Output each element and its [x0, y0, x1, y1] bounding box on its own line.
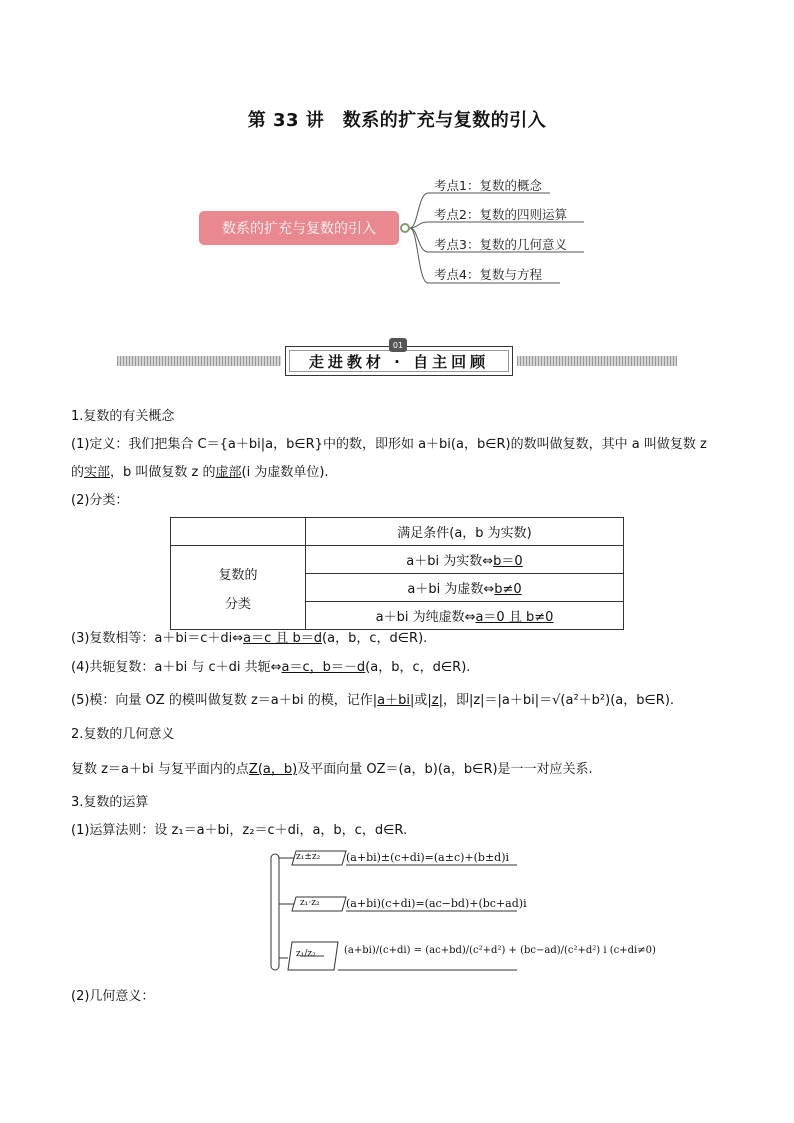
section-heading: 1.复数的有关概念 [71, 409, 175, 424]
mindmap-root: 数系的扩充与复数的引入 [199, 211, 399, 245]
collapse-icon [400, 223, 410, 233]
text-fragment: a＋bi 为实数⇔ [406, 554, 494, 569]
answer-underline: b≠0 [494, 582, 522, 597]
answer-underline: a＝c，b＝－d [281, 660, 366, 675]
answer-underline: a＝0 且 b≠0 [475, 610, 554, 625]
answer-underline: 实部 [84, 465, 111, 480]
table-cell [306, 574, 624, 602]
banner-stripe-left [117, 356, 281, 366]
row-label-line: 复数的 [218, 567, 258, 583]
mindmap-node: 考点3：复数的几何意义 [434, 237, 567, 252]
answer-underline: |z| [427, 693, 443, 708]
text-fragment: (3)复数相等：a＋bi＝c＋di⇔ [71, 631, 244, 646]
text-fragment: a＋bi 为纯虚数⇔ [375, 610, 476, 625]
table-header: 满足条件(a，b 为实数) [306, 518, 624, 546]
banner-badge: 01 [389, 338, 407, 352]
text-fragment: (5)模：向量 OZ 的模叫做复数 z＝a＋bi 的模，记作 [71, 693, 373, 708]
definition-line: (1)定义：我们把集合 C＝{a＋bi|a，b∈R}中的数，即形如 a＋bi(a，b∈R)的数叫做复数，其中 a 叫做复数 z [71, 437, 707, 452]
page-title: 第 33 讲 数系的扩充与复数的引入 [247, 110, 547, 131]
operation-formula: (a+bi)/(c+di) = (ac+bd)/(c²+d²) + (bc−ad)/(c²+d²) i (c+di≠0) [344, 945, 656, 956]
mindmap-connectors [0, 0, 794, 300]
section-heading: 2.复数的几何意义 [71, 727, 175, 742]
text-fragment: (4)共轭复数：a＋bi 与 c＋di 共轭⇔ [71, 660, 282, 675]
operation-formula: (a+bi)±(c+di)=(a±c)+(b±d)i [346, 851, 510, 864]
text-fragment: 及平面向量 OZ＝(a，b)(a，b∈R)是一一对应关系. [297, 762, 593, 777]
row-label-line: 分类 [224, 596, 251, 612]
text-fragment: (a，b，c，d∈R). [322, 631, 428, 646]
classification-label: (2)分类： [71, 493, 129, 508]
equality-line [71, 630, 427, 648]
banner-text: 走进教材 · 自主回顾 [308, 352, 490, 371]
modulus-line [71, 692, 674, 710]
operation-symbol: z₁/z₂ [296, 949, 316, 959]
classification-table [170, 517, 624, 630]
table-cell [306, 546, 624, 574]
mindmap-node: 考点4：复数与方程 [434, 267, 542, 282]
text-fragment: 复数 z＝a＋bi 与复平面内的点 [71, 762, 249, 777]
table-cell-empty [171, 518, 306, 546]
definition-line-2 [71, 464, 329, 482]
banner-stripe-right [517, 356, 677, 366]
operation-rule-line: (1)运算法则：设 z₁＝a＋bi，z₂＝c＋di，a，b，c，d∈R. [71, 823, 408, 838]
geometric-meaning-line [71, 761, 593, 779]
text-fragment: ，b 叫做复数 z 的 [110, 465, 216, 480]
text-fragment: (a，b，c，d∈R). [365, 660, 471, 675]
text-fragment: 或 [414, 693, 428, 708]
text-fragment: a＋bi 为虚数⇔ [407, 582, 495, 597]
mindmap-node: 考点1：复数的概念 [434, 178, 542, 193]
table-cell [306, 602, 624, 630]
mindmap-node: 考点2：复数的四则运算 [434, 207, 567, 222]
text-fragment: 的 [71, 465, 85, 480]
text-fragment: (i 为虚数单位). [241, 465, 329, 480]
answer-underline: |a＋bi| [372, 693, 415, 708]
conjugate-line [71, 659, 470, 677]
geometric-meaning-label: (2)几何意义： [71, 989, 155, 1004]
text-fragment: ，即|z|＝|a＋bi|＝√(a²＋b²)(a，b∈R). [442, 693, 675, 708]
operation-formula: (a+bi)(c+di)=(ac−bd)+(bc+ad)i [346, 897, 527, 910]
operation-symbol: z₁·z₂ [300, 898, 320, 908]
answer-underline: 虚部 [215, 465, 242, 480]
section-heading: 3.复数的运算 [71, 795, 149, 810]
answer-underline: b＝0 [493, 554, 523, 569]
answer-underline: a＝c 且 b＝d [243, 631, 323, 646]
answer-underline: Z(a，b) [248, 762, 298, 777]
table-row-label [171, 546, 306, 630]
operation-symbol: z₁±z₂ [296, 852, 321, 862]
